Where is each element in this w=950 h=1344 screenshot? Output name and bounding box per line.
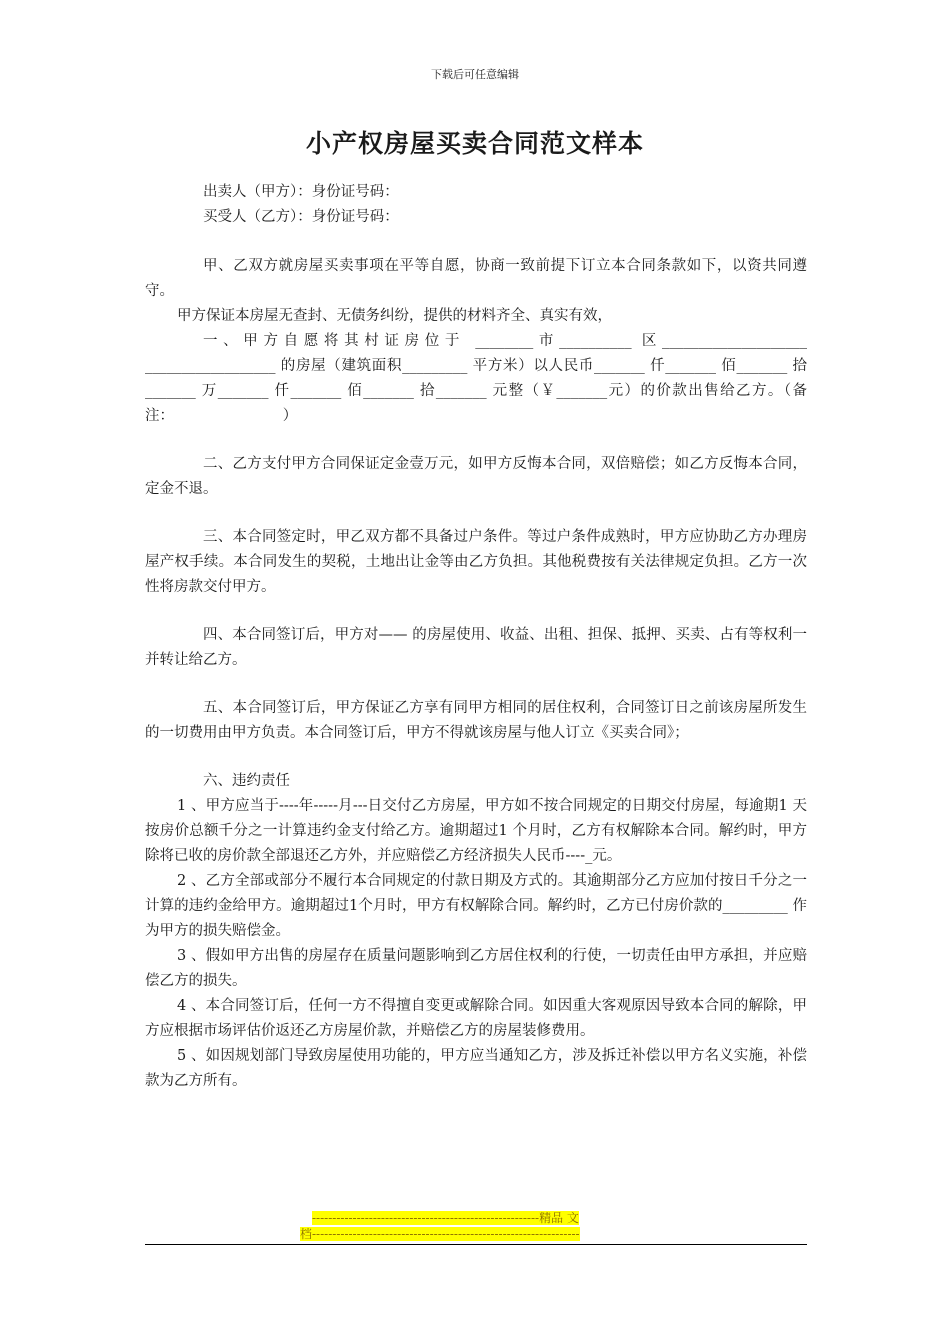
contract-body: [145, 254, 807, 1094]
liability-item-3: 3 、假如甲方出售的房屋存在质量问题影响到乙方居住权利的行使，一切责任由甲方承担，并应赔偿乙方的损失。: [145, 948, 807, 989]
liability-item-4: 4 、本合同签订后，任何一方不得擅自变更或解除合同。如因重大客观原因导致本合同的解除，甲方应根据市场评估价返还乙方房屋价款，并赔偿乙方的房屋装修费用。: [145, 998, 807, 1039]
buyer-line: 买受人（乙方）：身份证号码：: [203, 209, 399, 225]
guarantee-paragraph: 甲方保证本房屋无查封、无债务纠纷，提供的材料齐全、真实有效，: [177, 308, 612, 324]
intro-paragraph: 甲、乙双方就房屋买卖事项在平等自愿，协商一致前提下订立本合同条款如下，以资共同遵守。: [145, 258, 807, 299]
clause-4: 四、本合同签订后，甲方对—— 的房屋使用、收益、出租、担保、抵押、买卖、占有等权利一并转让给乙方。: [145, 627, 807, 668]
header-note: 下载后可任意编辑: [431, 68, 519, 81]
clause-1: 一、甲方自愿将其村证房位于 ________市__________ 区____________________ __________________ 的房屋（建筑面积_________ 平方米）以人民币_______ 仟_______ 佰_______ 拾_______ 万_______ 仟_______ 佰_______ 拾_______ 元整（￥_______元）的价款出售给乙方。（备注： ）: [145, 333, 807, 424]
footer-line-2: 档------------------------------------------------------------------: [300, 1227, 580, 1241]
footer-watermark: [300, 1210, 580, 1242]
footer-rule: [145, 1244, 807, 1245]
liability-item-1: 1 、甲方应当于----年-----月---日交付乙方房屋，甲方如不按合同规定的日期交付房屋，每逾期1 天按房价总额千分之一计算违约金支付给乙方。逾期超过1 个月时，乙方有权解除本合同。解约时，甲方除将已收的房价款全部退还乙方外，并应赔偿乙方经济损失人民币----_元。: [145, 798, 807, 864]
clause-5: 五、本合同签订后，甲方保证乙方享有同甲方相同的居住权利，合同签订日之前该房屋所发生的一切费用由甲方负责。本合同签订后，甲方不得就该房屋与他人订立《买卖合同》；: [145, 700, 807, 741]
clause-6-heading: 六、违约责任: [203, 773, 290, 789]
clause-2: 二、乙方支付甲方合同保证定金壹万元，如甲方反悔本合同，双倍赔偿；如乙方反悔本合同，定金不退。: [145, 456, 807, 497]
clause-3: 三、本合同签定时，甲乙双方都不具备过户条件。等过户条件成熟时，甲方应协助乙方办理房屋产权手续。本合同发生的契税，土地出让金等由乙方负担。其他税费按有关法律规定负担。乙方一次性将房款交付甲方。: [145, 529, 807, 595]
liability-item-5: 5 、如因规划部门导致房屋使用功能的，甲方应当通知乙方，涉及拆迁补偿以甲方名义实施，补偿款为乙方所有。: [145, 1048, 807, 1089]
seller-line: 出卖人（甲方）：身份证号码：: [203, 184, 399, 200]
document-title: 小产权房屋买卖合同范文样本: [305, 129, 644, 158]
footer-line-1: --------------------------------------------------------精品 文: [312, 1211, 579, 1225]
liability-item-2: 2 、乙方全部或部分不履行本合同规定的付款日期及方式的。其逾期部分乙方应加付按日千分之一计算的违约金给甲方。逾期超过1个月时，甲方有权解除合同。解约时，乙方已付房价款的_________ 作为甲方的损失赔偿金。: [145, 873, 807, 939]
